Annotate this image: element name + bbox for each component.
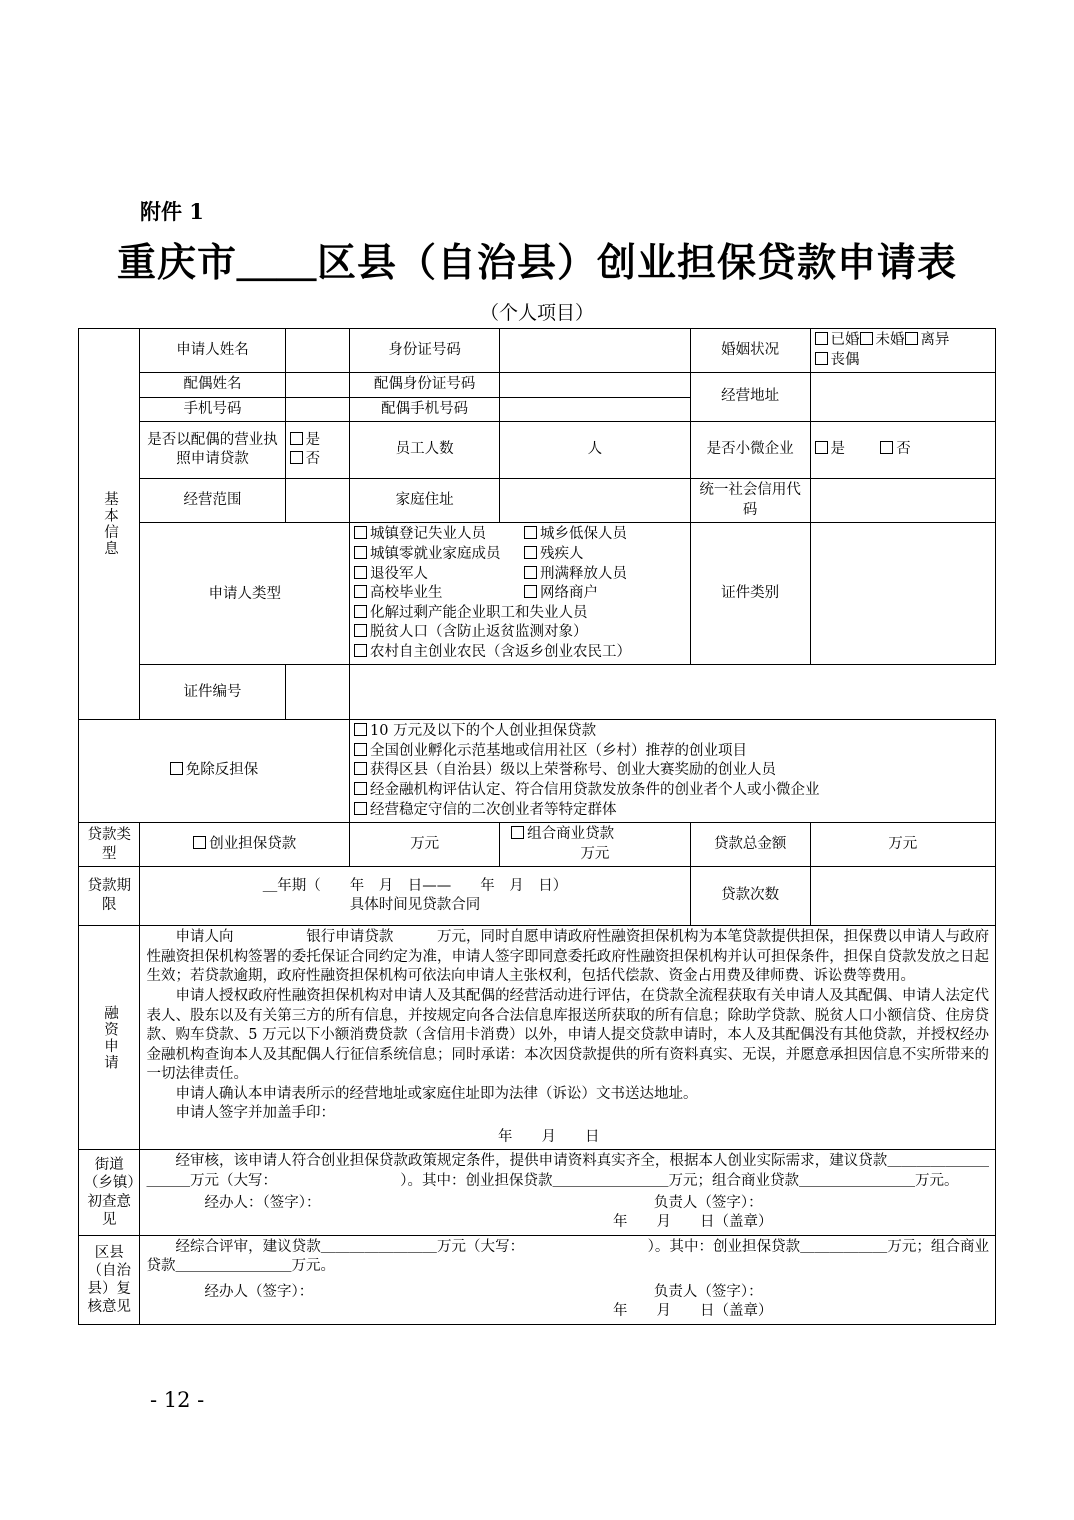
checkbox-college-graduate[interactable] — [354, 585, 367, 598]
field-loan-term[interactable] — [140, 867, 690, 926]
field-cert-number[interactable] — [285, 665, 349, 720]
option-exempt-4: 经金融机构评估认定、符合信用贷款发放条件的创业者个人或小微企业 — [370, 782, 820, 798]
field-marital-status[interactable] — [810, 329, 995, 373]
field-spouse-name[interactable] — [285, 373, 349, 398]
section-label-loan-term-text: 贷款期限 — [87, 878, 131, 914]
checkbox-rural-entrepreneur[interactable] — [354, 644, 367, 657]
checkbox-veteran[interactable] — [354, 566, 367, 579]
checkbox-exempt-5[interactable] — [354, 802, 367, 815]
financing-signature-line: 申请人签字并加盖手印： — [175, 1105, 335, 1122]
label-loan-count: 贷款次数 — [690, 867, 810, 926]
option-zero-employment-family: 城镇零就业家庭成员 — [370, 545, 501, 562]
street-paragraph-1: 经审核，该申请人符合创业担保贷款政策规定条件，提供申请资料真实齐全，根据本人创业实际需求，建议贷款＿＿＿＿＿＿＿＿＿＿万元（大写： ）。其中：创业担保贷款＿＿＿＿＿＿＿＿万元；组合商业贷款＿＿＿＿＿＿＿＿万元。 — [146, 1153, 989, 1189]
option-rural-entrepreneur: 农村自主创业农民（含返乡创业农民工） — [370, 643, 632, 660]
checkbox-released-prisoner[interactable] — [524, 566, 537, 579]
option-exempt-2: 全国创业孵化示范基地或信用社区（乡村）推荐的创业项目 — [370, 742, 748, 759]
checkbox-urban-unemployed[interactable] — [354, 526, 367, 539]
option-disabled: 残疾人 — [540, 545, 584, 562]
financing-paragraph-1: 申请人向 银行申请贷款 万元，同时自愿申请政府性融资担保机构为本笔贷款提供担保，担保费以申请人与政府性融资担保机构签署的委托保证合同约定为准，申请人签字即同意委托政府性融资担保机构并认可担保条件，担保自贷款发放之日起生效；若贷款逾期，政府性融资担保机构可依法向申请人主张权利，包括代偿款、资金占用费及律师费、诉讼费等费用。 — [146, 929, 989, 985]
section-label-district-opinion-text: 区县（自治县）复核意见 — [87, 1244, 131, 1315]
label-credit-code-text: 统一社会信用代码 — [699, 482, 801, 518]
label-applicant-type-text: 申请人类型 — [208, 585, 281, 602]
field-street-opinion[interactable] — [140, 1150, 996, 1235]
checkbox-married[interactable] — [815, 332, 828, 345]
field-use-spouse-license[interactable] — [285, 422, 349, 479]
checkbox-spouse-license-no[interactable] — [290, 451, 303, 464]
section-label-loan-type — [79, 823, 140, 867]
option-loan-guarantee: 创业担保贷款 — [209, 835, 297, 852]
label-exempt-text: 免除反担保 — [185, 762, 259, 779]
page-number: - 12 - — [150, 1388, 205, 1412]
label-use-spouse-license: 是否以配偶的营业执照申请贷款 — [140, 422, 285, 479]
checkbox-online-merchant[interactable] — [524, 585, 537, 598]
field-mobile[interactable] — [285, 397, 349, 422]
table-row — [79, 867, 996, 926]
street-officer-line: 经办人：（签字）： — [204, 1194, 321, 1211]
checkbox-exempt-2[interactable] — [354, 743, 367, 756]
field-loan-type-guarantee[interactable] — [140, 823, 350, 867]
checkbox-loan-guarantee[interactable] — [193, 836, 206, 849]
table-row — [79, 523, 996, 665]
section-label-loan-term — [79, 867, 140, 926]
checkbox-zero-employment-family[interactable] — [354, 546, 367, 559]
table-row — [79, 720, 996, 823]
table-row — [79, 1235, 996, 1324]
field-business-address[interactable] — [810, 373, 995, 422]
table-row — [79, 422, 996, 479]
option-online-merchant: 网络商户 — [540, 585, 599, 602]
field-applicant-type[interactable] — [350, 523, 691, 665]
checkbox-unmarried[interactable] — [860, 332, 873, 345]
section-label-district-opinion — [79, 1235, 140, 1324]
option-divorced: 离异 — [920, 332, 950, 348]
option-veteran: 退役军人 — [370, 565, 429, 582]
field-loan-guarantee-amount[interactable]: 万元 — [350, 823, 500, 867]
checkbox-overcapacity-worker[interactable] — [354, 605, 367, 618]
label-credit-code — [690, 479, 810, 523]
checkbox-disabled[interactable] — [524, 546, 537, 559]
section-label-basic-info: 基本信息 — [79, 329, 140, 720]
checkbox-exempt-4[interactable] — [354, 782, 367, 795]
financing-paragraph-2: 申请人授权政府性融资担保机构对申请人及其配偶的经营活动进行评估，在贷款全流程获取有关申请人及其配偶、申请人法定代表人、股东以及有关第三方的所有信息，并按规定向各合法信息库报送所获取的所有信息；除助学贷款、脱贫人口小额信贷、住房贷款、购车贷款、5 万元以下小额消费贷款（含信用卡消费）以外，申请人提交贷款申请时，本人及其配偶没有其他贷款，并授权经办金融机构查询本人及其配偶人行征信系统信息；同时承诺：本次因贷款提供的所有资料真实、无误，并愿意承担因信息不实所带来的一切法律责任。 — [146, 987, 989, 1083]
option-urban-unemployed: 城镇登记失业人员 — [370, 526, 487, 543]
field-is-small-micro[interactable] — [810, 422, 995, 479]
checkbox-exempt-counter-guarantee[interactable] — [170, 762, 183, 775]
table-row — [79, 823, 996, 867]
field-cert-type[interactable] — [810, 523, 995, 665]
field-id-number[interactable] — [500, 329, 690, 373]
street-leader-line: 负责人（签字）： — [653, 1194, 763, 1211]
field-staff-count[interactable]: 人 — [500, 422, 690, 479]
option-low-income: 城乡低保人员 — [540, 526, 628, 543]
field-loan-type-combined[interactable] — [500, 823, 690, 867]
option-spouse-license-yes: 是 — [305, 431, 321, 448]
loan-term-note: 具体时间见贷款合同 — [349, 897, 481, 914]
district-paragraph-1: 经综合评审，建议贷款＿＿＿＿＿＿＿＿万元（大写： ）。其中：创业担保贷款＿＿＿＿＿＿万元；组合商业贷款＿＿＿＿＿＿＿＿万元。 — [146, 1238, 989, 1275]
field-home-address[interactable] — [500, 479, 690, 523]
field-loan-count[interactable] — [810, 867, 995, 926]
option-college-graduate: 高校毕业生 — [370, 585, 443, 602]
field-loan-total[interactable]: 万元 — [810, 823, 995, 867]
option-released-prisoner: 刑满释放人员 — [540, 565, 628, 582]
option-poverty-alleviated: 脱贫人口（含防止返贫监测对象） — [370, 624, 588, 641]
district-officer-line: 经办人（签字）： — [204, 1283, 314, 1300]
label-staff-count: 员工人数 — [350, 422, 500, 479]
district-date-line: 年 月 日（盖章） — [612, 1303, 773, 1320]
label-loan-total: 贷款总金额 — [690, 823, 810, 867]
section-label-street-opinion — [79, 1150, 140, 1235]
label-home-address: 家庭住址 — [350, 479, 500, 523]
financing-date-line: 年 月 日 — [497, 1128, 600, 1145]
option-small-micro-yes: 是 — [830, 441, 846, 458]
option-exempt-1: 10 万元及以下的个人创业担保贷款 — [370, 723, 597, 740]
field-business-scope[interactable] — [285, 479, 349, 523]
label-cert-type: 证件类别 — [690, 523, 810, 665]
label-is-small-micro: 是否小微企业 — [690, 422, 810, 479]
checkbox-widowed[interactable] — [815, 352, 828, 365]
checkbox-spouse-license-yes[interactable] — [290, 432, 303, 445]
checkbox-loan-combined[interactable] — [511, 826, 524, 839]
page-title: 重庆市＿＿区县（自治县）创业担保贷款申请表 — [116, 240, 957, 286]
label-business-address: 经营地址 — [690, 373, 810, 422]
table-row — [79, 329, 996, 373]
label-spouse-id: 配偶身份证号码 — [350, 373, 500, 398]
option-married: 已婚 — [830, 332, 860, 348]
section-label-street-opinion-text: 街道（乡镇）初查意见 — [83, 1157, 135, 1228]
checkbox-exempt-1[interactable] — [354, 723, 367, 736]
label-exempt-counter-guarantee — [79, 720, 350, 823]
field-applicant-name[interactable] — [285, 329, 349, 373]
option-unmarried: 未婚 — [875, 332, 905, 348]
table-row — [79, 479, 996, 523]
label-business-scope: 经营范围 — [140, 479, 285, 523]
checkbox-poverty-alleviated[interactable] — [354, 624, 367, 637]
table-row — [79, 373, 996, 398]
checkbox-divorced[interactable] — [905, 332, 918, 345]
table-row — [79, 665, 996, 720]
option-widowed: 丧偶 — [830, 351, 860, 368]
field-district-opinion[interactable] — [140, 1235, 996, 1324]
financing-paragraph-3: 申请人确认本申请表所示的经营地址或家庭住址即为法律（诉讼）文书送达地址。 — [175, 1085, 698, 1102]
option-small-micro-no: 否 — [896, 441, 911, 458]
label-applicant-type — [140, 523, 350, 665]
option-exempt-3: 获得区县（自治县）级以上荣誉称号、创业大赛奖励的创业人员 — [370, 762, 777, 779]
option-overcapacity-worker: 化解过剩产能企业职工和失业人员 — [370, 604, 588, 621]
option-loan-combined: 组合商业贷款 — [527, 826, 615, 843]
field-credit-code[interactable] — [810, 479, 995, 523]
field-spouse-mobile[interactable] — [500, 397, 690, 422]
page-subtitle: （个人项目） — [479, 302, 594, 324]
option-spouse-license-no: 否 — [305, 451, 321, 468]
section-label-loan-type-text: 贷款类型 — [87, 826, 131, 862]
application-form-table — [78, 328, 996, 1325]
table-row — [79, 1150, 996, 1235]
label-id-number: 身份证号码 — [350, 329, 500, 373]
checkbox-small-micro-yes[interactable] — [815, 441, 828, 454]
field-exempt-items[interactable] — [350, 720, 996, 823]
label-spouse-name: 配偶姓名 — [140, 373, 285, 398]
option-exempt-5: 经营稳定守信的二次创业者等特定群体 — [370, 801, 617, 818]
checkbox-small-micro-no[interactable] — [880, 441, 893, 454]
attachment-label: 附件 1 — [140, 199, 204, 224]
label-marital-status: 婚姻状况 — [690, 329, 810, 373]
checkbox-exempt-3[interactable] — [354, 762, 367, 775]
label-applicant-name: 申请人姓名 — [140, 329, 285, 373]
checkbox-low-income[interactable] — [524, 526, 537, 539]
street-date-line: 年 月 日（盖章） — [612, 1214, 773, 1231]
unit-loan-combined: 万元 — [580, 845, 610, 862]
field-spouse-id[interactable] — [500, 373, 690, 398]
label-spouse-mobile: 配偶手机号码 — [350, 397, 500, 422]
section-label-financing: 融资申请 — [79, 926, 140, 1150]
field-financing-application[interactable] — [140, 926, 996, 1150]
district-leader-line: 负责人（签字）： — [653, 1283, 763, 1300]
table-row — [79, 926, 996, 1150]
loan-term-text: ＿年期（ 年 月 日—— 年 月 日） — [262, 877, 568, 894]
label-mobile: 手机号码 — [140, 397, 285, 422]
label-cert-number: 证件编号 — [140, 665, 285, 720]
